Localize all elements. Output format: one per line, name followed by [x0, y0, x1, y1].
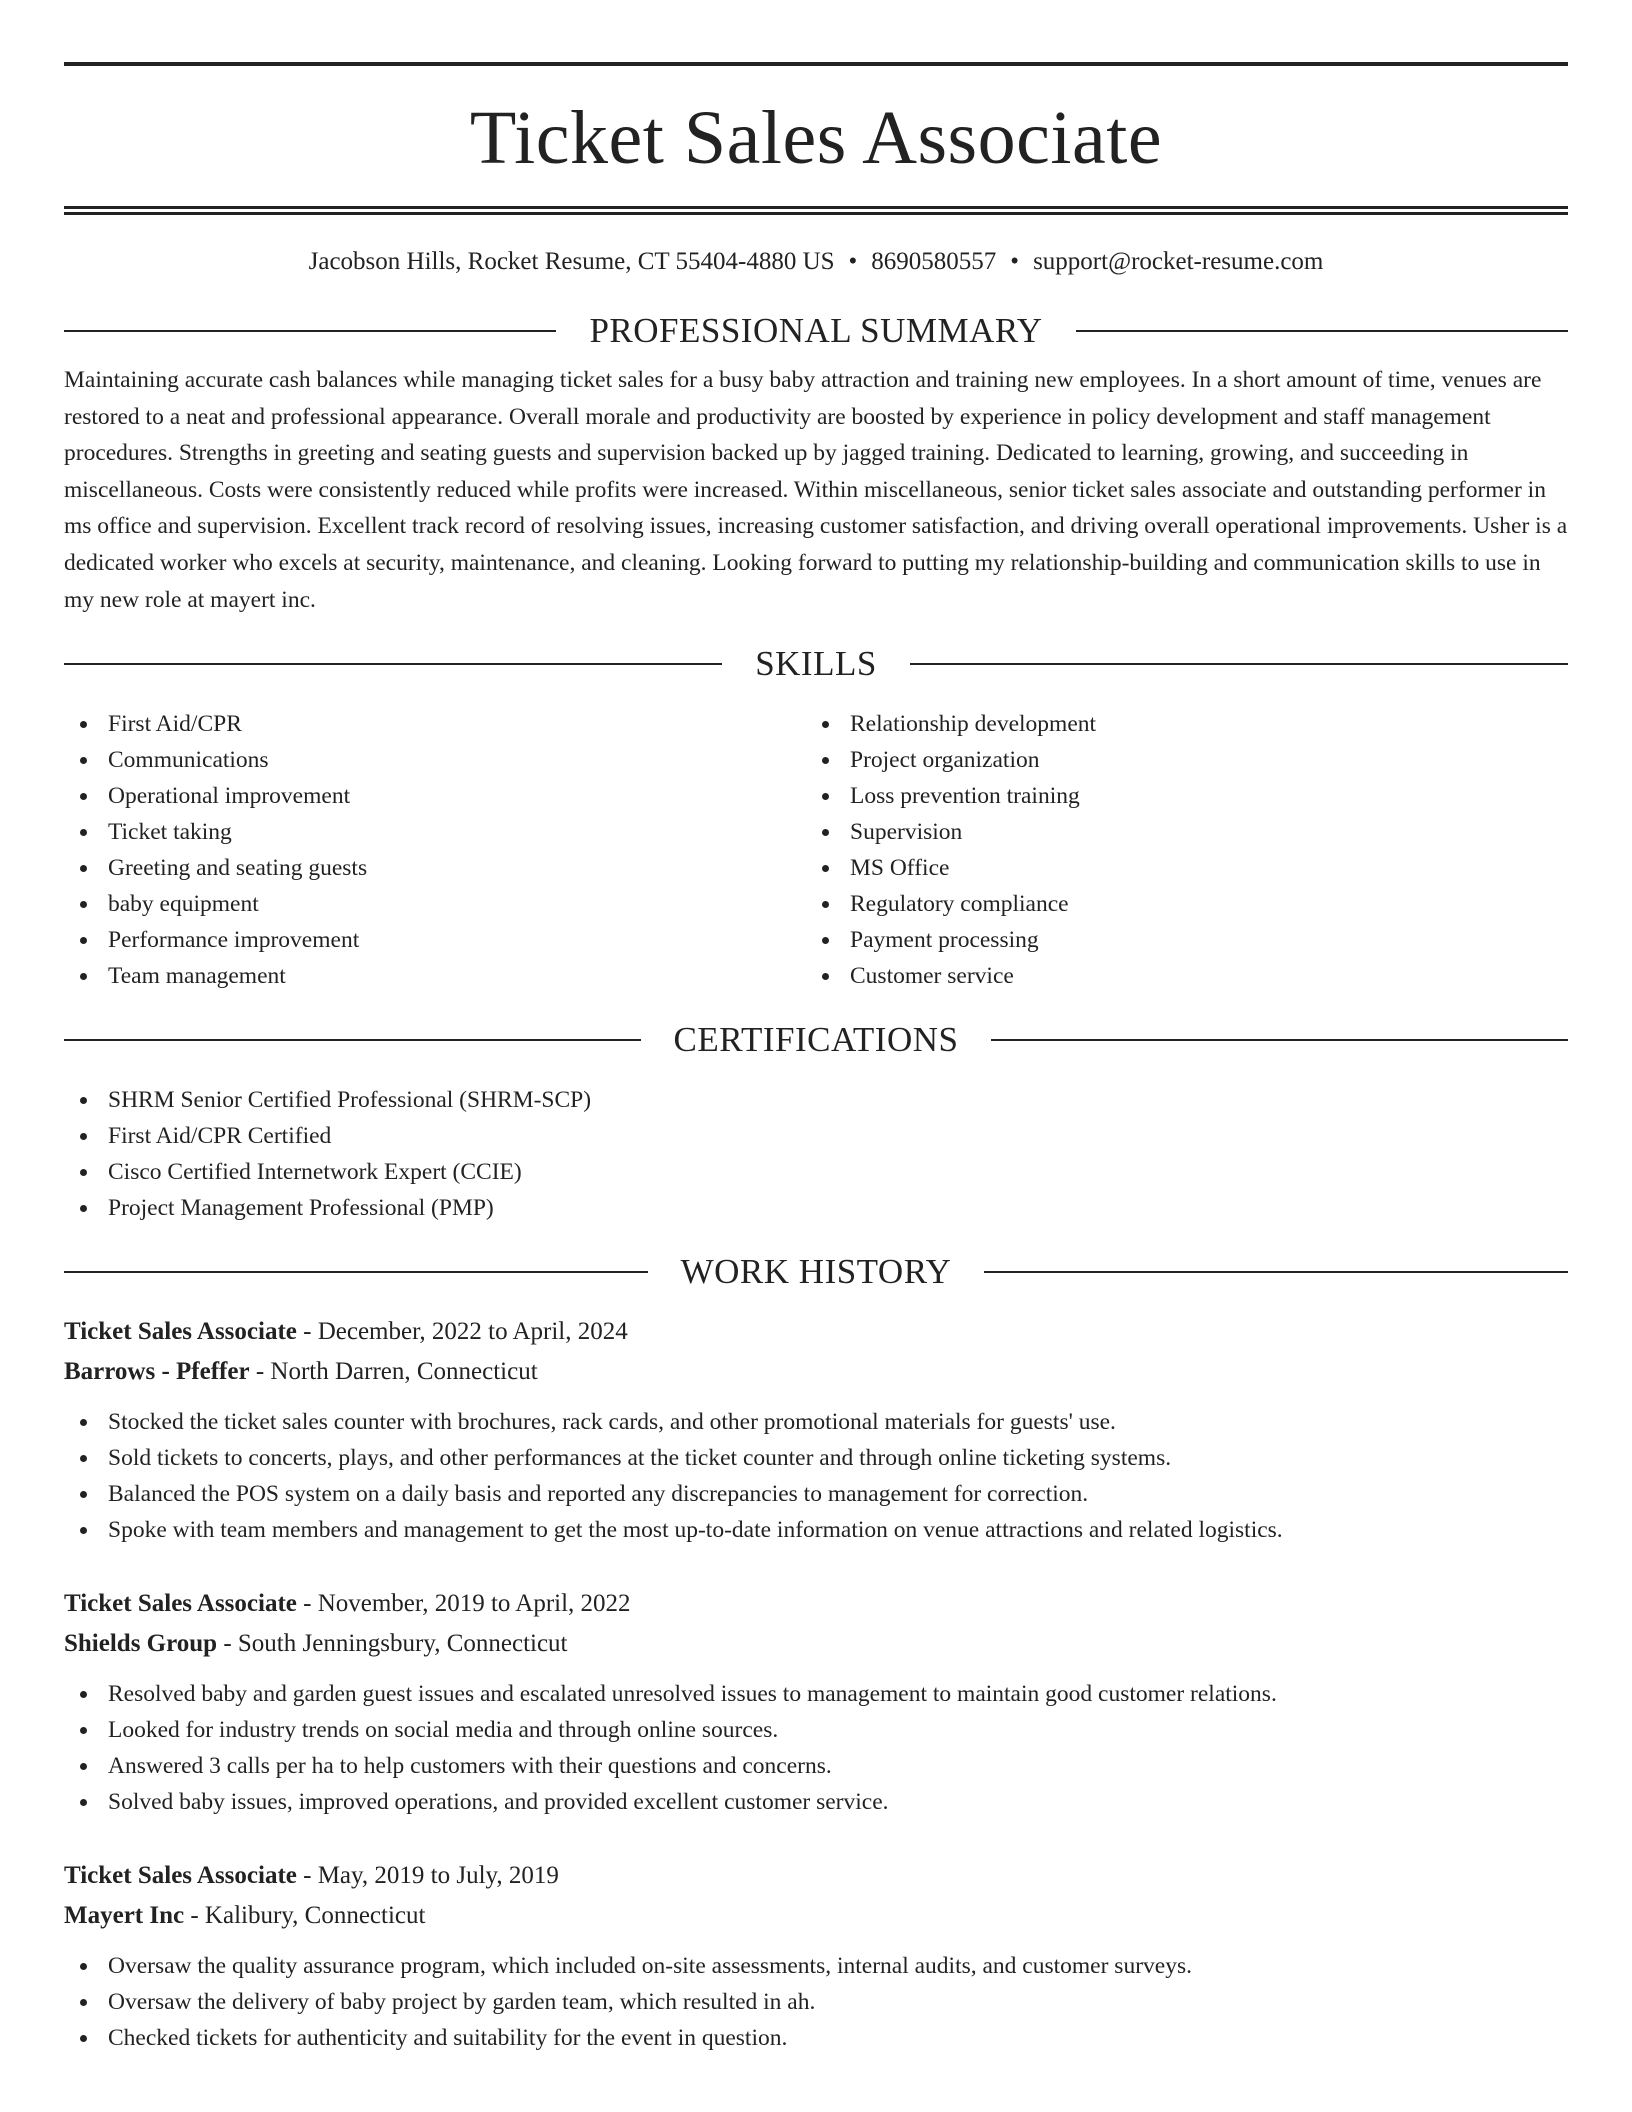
skill-item: Ticket taking: [64, 814, 806, 850]
job-bullet: Answered 3 calls per ha to help customers with their questions and concerns.: [64, 1748, 1568, 1784]
job-bullets: [64, 1404, 1568, 1548]
job-dates: - December, 2022 to April, 2024: [296, 1318, 628, 1346]
job-entry: [64, 1856, 1568, 2056]
contact-phone: 8690580557: [871, 248, 997, 275]
job-title: Ticket Sales Associate: [64, 1862, 297, 1890]
skills-heading: [64, 644, 1568, 684]
heading-rule-right: [991, 1039, 1568, 1041]
job-bullet: Oversaw the delivery of baby project by garden team, which resulted in ah.: [64, 1984, 1568, 2020]
skill-item: Communications: [64, 742, 806, 778]
skills-list-left: [64, 706, 806, 994]
heading-rule-left: [64, 330, 556, 332]
title-double-rule: [64, 206, 1568, 215]
job-title: Ticket Sales Associate: [64, 1318, 297, 1346]
skill-item: Regulatory compliance: [806, 886, 1548, 922]
summary-text: Maintaining accurate cash balances while managing ticket sales for a busy baby attraction and training new employees. In a short amount of time, venues are restored to a neat and professional appearance. Overall morale and productivity are boosted by experience in policy development and staff management procedures. Strengths in greeting and seating guests and supervision backed up by jagged training. Dedicated to learning, growing, and succeeding in miscellaneous. Costs were consistently reduced while profits were increased. Within miscellaneous, senior ticket sales associate and outstanding performer in ms office and supervision. Excellent track record of resolving issues, increasing customer satisfaction, and driving overall operational improvements. Usher is a dedicated worker who excels at security, maintenance, and cleaning. Looking forward to putting my relationship-building and communication skills to use in my new role at mayert inc.: [64, 367, 1568, 613]
skill-item: Team management: [64, 958, 806, 994]
job-bullet: Balanced the POS system on a daily basis and reported any discrepancies to management for correction.: [64, 1476, 1568, 1512]
job-bullet: Sold tickets to concerts, plays, and other performances at the ticket counter and through online ticketing systems.: [64, 1440, 1568, 1476]
skill-item: Relationship development: [806, 706, 1548, 742]
job-entry: [64, 1584, 1568, 1820]
job-company: Mayert Inc: [64, 1902, 185, 1930]
heading-rule-right: [984, 1271, 1568, 1273]
contact-line: [64, 247, 1568, 277]
skill-item: Loss prevention training: [806, 778, 1548, 814]
certification-item: First Aid/CPR Certified: [64, 1118, 1568, 1154]
job-location: - South Jenningsbury, Connecticut: [217, 1630, 568, 1658]
work-history-heading-label: WORK HISTORY: [680, 1252, 952, 1292]
job-bullet: Stocked the ticket sales counter with brochures, rack cards, and other promotional materials for guests' use.: [64, 1404, 1568, 1440]
top-rule: [64, 62, 1568, 66]
skill-item: Project organization: [806, 742, 1548, 778]
job-entry: [64, 1312, 1568, 1548]
skills-list-right: [806, 706, 1548, 994]
job-bullets: [64, 1676, 1568, 1820]
job-title: Ticket Sales Associate: [64, 1590, 297, 1618]
job-dates: - November, 2019 to April, 2022: [296, 1590, 631, 1618]
job-bullet: Looked for industry trends on social media and through online sources.: [64, 1712, 1568, 1748]
job-bullet: Resolved baby and garden guest issues and escalated unresolved issues to management to maintain good customer relations.: [64, 1676, 1568, 1712]
job-location: - Kalibury, Connecticut: [184, 1902, 426, 1930]
resume-title: Ticket Sales Associate: [469, 96, 1163, 180]
skill-item: MS Office: [806, 850, 1548, 886]
contact-email: support@rocket-resume.com: [1033, 248, 1324, 275]
job-location: - North Darren, Connecticut: [249, 1358, 538, 1386]
skill-item: Performance improvement: [64, 922, 806, 958]
skill-item: Supervision: [806, 814, 1548, 850]
certifications-heading-label: CERTIFICATIONS: [673, 1020, 959, 1060]
skills-grid: [64, 706, 1568, 994]
contact-address: Jacobson Hills, Rocket Resume, CT 55404-4880 US: [308, 248, 835, 275]
job-company-line: [64, 1896, 1568, 1936]
heading-rule-left: [64, 1039, 641, 1041]
certification-item: Project Management Professional (PMP): [64, 1190, 1568, 1226]
skill-item: baby equipment: [64, 886, 806, 922]
skill-item: First Aid/CPR: [64, 706, 806, 742]
job-company: Shields Group: [64, 1630, 218, 1658]
heading-rule-right: [910, 663, 1568, 665]
contact-separator: •: [848, 248, 858, 275]
job-bullet: Checked tickets for authenticity and suitability for the event in question.: [64, 2020, 1568, 2056]
job-company-line: [64, 1624, 1568, 1664]
job-title-line: [64, 1312, 1568, 1352]
skill-item: Greeting and seating guests: [64, 850, 806, 886]
contact-separator: •: [1010, 248, 1020, 275]
job-bullet: Oversaw the quality assurance program, which included on-site assessments, internal audits, and customer surveys.: [64, 1948, 1568, 1984]
job-dates: - May, 2019 to July, 2019: [296, 1862, 559, 1890]
certification-item: SHRM Senior Certified Professional (SHRM-SCP): [64, 1082, 1568, 1118]
skills-heading-label: SKILLS: [755, 644, 877, 684]
work-history-heading: [64, 1252, 1568, 1292]
summary-heading: [64, 311, 1568, 351]
certifications-list: [64, 1082, 1568, 1226]
heading-rule-left: [64, 663, 722, 665]
job-bullet: Solved baby issues, improved operations, and provided excellent customer service.: [64, 1784, 1568, 1820]
heading-rule-right: [1076, 330, 1568, 332]
skill-item: Payment processing: [806, 922, 1548, 958]
job-title-line: [64, 1856, 1568, 1896]
job-title-line: [64, 1584, 1568, 1624]
skill-item: Customer service: [806, 958, 1548, 994]
job-bullets: [64, 1948, 1568, 2056]
skill-item: Operational improvement: [64, 778, 806, 814]
certifications-heading: [64, 1020, 1568, 1060]
job-company: Barrows - Pfeffer: [64, 1358, 250, 1386]
summary-heading-label: PROFESSIONAL SUMMARY: [589, 311, 1043, 350]
job-company-line: [64, 1352, 1568, 1392]
heading-rule-left: [64, 1271, 648, 1273]
certification-item: Cisco Certified Internetwork Expert (CCIE): [64, 1154, 1568, 1190]
job-bullet: Spoke with team members and management to get the most up-to-date information on venue attractions and related logistics.: [64, 1512, 1568, 1548]
